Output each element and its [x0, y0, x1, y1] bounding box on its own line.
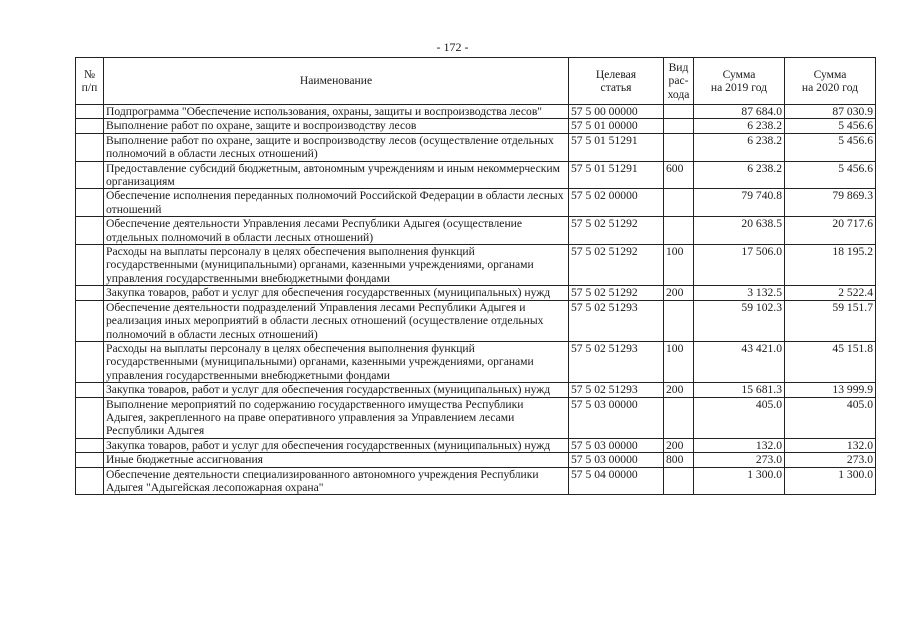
header-num: № п/п [76, 58, 104, 105]
row-number [76, 438, 104, 452]
row-target-article: 57 5 00 00000 [569, 105, 664, 119]
row-expense-type: 200 [664, 383, 694, 397]
row-name: Выполнение работ по охране, защите и воспроизводству лесов (осуществление отдельных полномочий в области лесных отношений) [104, 133, 569, 161]
row-sum-2020: 405.0 [785, 397, 876, 438]
row-sum-2020: 5 456.6 [785, 133, 876, 161]
row-number [76, 105, 104, 119]
row-name: Обеспечение деятельности Управления лесами Республики Адыгея (осуществление отдельных полномочий в области лесных отношений) [104, 217, 569, 245]
row-sum-2019: 59 102.3 [694, 300, 785, 341]
row-name: Закупка товаров, работ и услуг для обеспечения государственных (муниципальных) нужд [104, 383, 569, 397]
row-number [76, 286, 104, 300]
row-expense-type [664, 397, 694, 438]
row-sum-2019: 6 238.2 [694, 119, 785, 133]
header-sum-2020: Сумма на 2020 год [785, 58, 876, 105]
header-sum-2019: Сумма на 2019 год [694, 58, 785, 105]
row-name: Выполнение мероприятий по содержанию государственного имущества Республики Адыгея, закрепленного на праве оперативного управления за Управлением лесами Республики Адыгея [104, 397, 569, 438]
row-number [76, 161, 104, 189]
row-target-article: 57 5 02 51292 [569, 245, 664, 286]
table-row [76, 245, 876, 286]
row-sum-2019: 6 238.2 [694, 161, 785, 189]
table-row [76, 133, 876, 161]
row-target-article: 57 5 03 00000 [569, 397, 664, 438]
row-sum-2020: 1 300.0 [785, 467, 876, 495]
table-row [76, 161, 876, 189]
row-name: Закупка товаров, работ и услуг для обеспечения государственных (муниципальных) нужд [104, 438, 569, 452]
row-number [76, 119, 104, 133]
row-expense-type: 200 [664, 438, 694, 452]
table-header [76, 58, 876, 105]
row-sum-2019: 15 681.3 [694, 383, 785, 397]
row-target-article: 57 5 03 00000 [569, 453, 664, 467]
row-name: Предоставление субсидий бюджетным, автономным учреждениям и иным некоммерческим организациям [104, 161, 569, 189]
row-sum-2019: 79 740.8 [694, 189, 785, 217]
table-row [76, 383, 876, 397]
row-number [76, 397, 104, 438]
row-expense-type [664, 467, 694, 495]
row-sum-2020: 59 151.7 [785, 300, 876, 341]
row-sum-2019: 273.0 [694, 453, 785, 467]
row-expense-type [664, 133, 694, 161]
page-number: - 172 - [436, 40, 469, 54]
row-expense-type: 800 [664, 453, 694, 467]
row-number [76, 341, 104, 382]
row-name: Расходы на выплаты персоналу в целях обеспечения выполнения функций государственными (муниципальными) органами, казенными учреждениями, органами управления государственными внебюджетными фондами [104, 341, 569, 382]
row-sum-2020: 132.0 [785, 438, 876, 452]
row-target-article: 57 5 01 00000 [569, 119, 664, 133]
table-row [76, 105, 876, 119]
row-name: Закупка товаров, работ и услуг для обеспечения государственных (муниципальных) нужд [104, 286, 569, 300]
row-sum-2019: 43 421.0 [694, 341, 785, 382]
row-sum-2019: 20 638.5 [694, 217, 785, 245]
row-name: Подпрограмма "Обеспечение использования, охраны, защиты и воспроизводства лесов" [104, 105, 569, 119]
row-name: Иные бюджетные ассигнования [104, 453, 569, 467]
row-target-article: 57 5 02 51293 [569, 341, 664, 382]
row-sum-2020: 5 456.6 [785, 119, 876, 133]
row-target-article: 57 5 02 51293 [569, 300, 664, 341]
row-expense-type [664, 300, 694, 341]
row-sum-2020: 87 030.9 [785, 105, 876, 119]
header-kind: Вид рас- хода [664, 58, 694, 105]
row-name: Расходы на выплаты персоналу в целях обеспечения выполнения функций государственными (муниципальными) органами, казенными учреждениями, органами управления государственными внебюджетными фондами [104, 245, 569, 286]
row-sum-2019: 132.0 [694, 438, 785, 452]
table-row [76, 286, 876, 300]
row-number [76, 453, 104, 467]
row-target-article: 57 5 02 51292 [569, 286, 664, 300]
row-target-article: 57 5 04 00000 [569, 467, 664, 495]
table-row [76, 217, 876, 245]
row-sum-2020: 2 522.4 [785, 286, 876, 300]
table-row [76, 300, 876, 341]
header-code: Целевая статья [569, 58, 664, 105]
row-expense-type: 100 [664, 341, 694, 382]
row-sum-2020: 18 195.2 [785, 245, 876, 286]
row-number [76, 189, 104, 217]
row-sum-2019: 405.0 [694, 397, 785, 438]
row-sum-2020: 45 151.8 [785, 341, 876, 382]
row-sum-2020: 273.0 [785, 453, 876, 467]
budget-table [75, 57, 876, 495]
row-name: Обеспечение деятельности подразделений Управления лесами Республики Адыгея и реализация иных мероприятий в области лесных отношений (осуществление отдельных полномочий в области лесных отношений) [104, 300, 569, 341]
row-sum-2020: 13 999.9 [785, 383, 876, 397]
row-expense-type: 200 [664, 286, 694, 300]
row-target-article: 57 5 01 51291 [569, 161, 664, 189]
row-expense-type [664, 189, 694, 217]
row-sum-2019: 17 506.0 [694, 245, 785, 286]
row-target-article: 57 5 02 00000 [569, 189, 664, 217]
row-expense-type [664, 217, 694, 245]
row-sum-2019: 1 300.0 [694, 467, 785, 495]
row-expense-type [664, 105, 694, 119]
row-number [76, 467, 104, 495]
row-number [76, 300, 104, 341]
header-name: Наименование [104, 58, 569, 105]
row-target-article: 57 5 02 51292 [569, 217, 664, 245]
table-row [76, 453, 876, 467]
table-row [76, 189, 876, 217]
row-sum-2019: 6 238.2 [694, 133, 785, 161]
row-name: Выполнение работ по охране, защите и воспроизводству лесов [104, 119, 569, 133]
table-row [76, 341, 876, 382]
row-name: Обеспечение исполнения переданных полномочий Российской Федерации в области лесных отношений [104, 189, 569, 217]
row-expense-type [664, 119, 694, 133]
row-expense-type: 100 [664, 245, 694, 286]
table-row [76, 119, 876, 133]
table-row [76, 467, 876, 495]
table-body [76, 105, 876, 495]
row-number [76, 245, 104, 286]
row-number [76, 217, 104, 245]
table-row [76, 438, 876, 452]
row-sum-2020: 20 717.6 [785, 217, 876, 245]
row-expense-type: 600 [664, 161, 694, 189]
table-row [76, 397, 876, 438]
row-sum-2020: 79 869.3 [785, 189, 876, 217]
row-sum-2020: 5 456.6 [785, 161, 876, 189]
row-number [76, 383, 104, 397]
row-target-article: 57 5 02 51293 [569, 383, 664, 397]
row-number [76, 133, 104, 161]
row-name: Обеспечение деятельности специализированного автономного учреждения Республики Адыгея "Адыгейская лесопожарная охрана" [104, 467, 569, 495]
row-sum-2019: 87 684.0 [694, 105, 785, 119]
row-target-article: 57 5 01 51291 [569, 133, 664, 161]
row-target-article: 57 5 03 00000 [569, 438, 664, 452]
row-sum-2019: 3 132.5 [694, 286, 785, 300]
